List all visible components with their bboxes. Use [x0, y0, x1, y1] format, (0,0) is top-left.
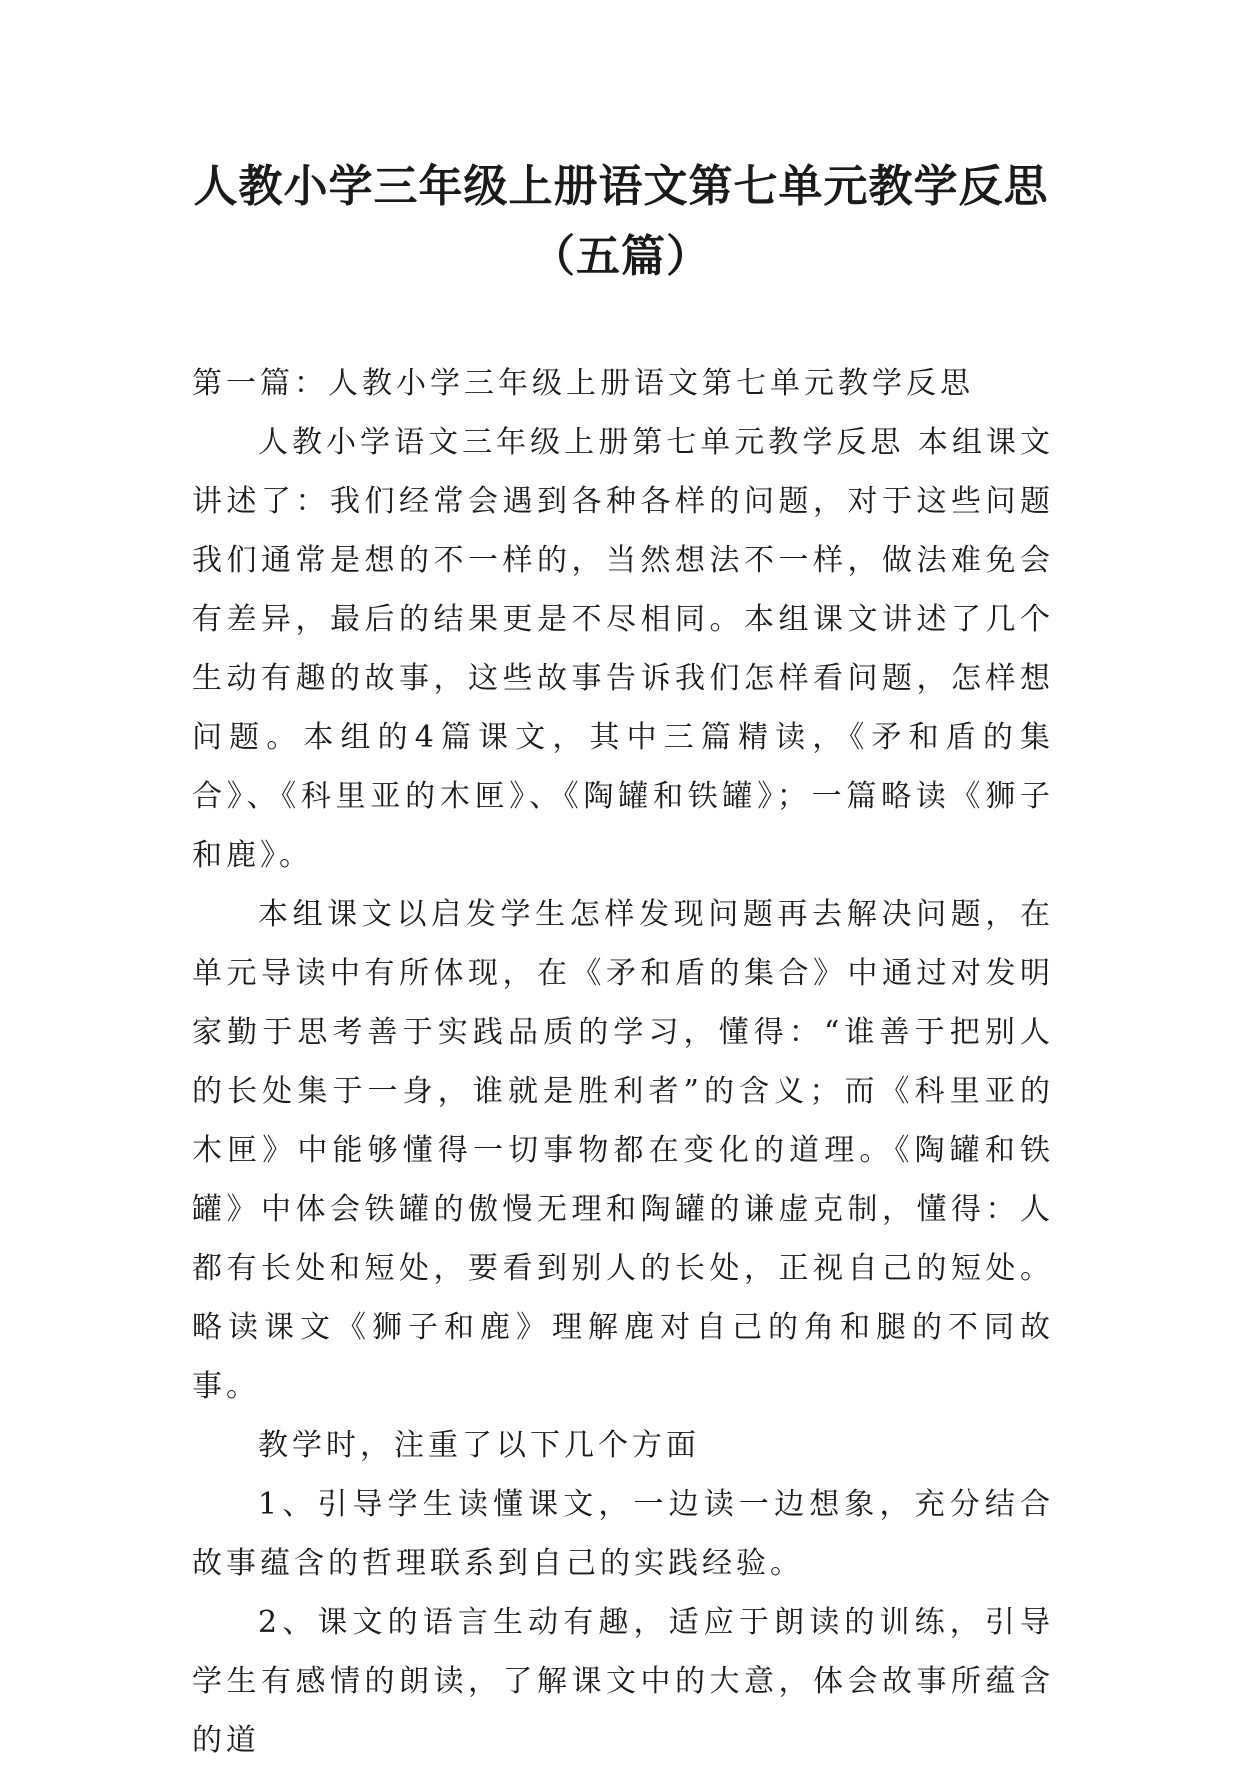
document-body	[192, 354, 1054, 1770]
paragraph: 教学时，注重了以下几个方面	[258, 1428, 700, 1463]
paragraph: 1、引导学生读懂课文，一边读一边想象，充分结合故事蕴含的哲理联系到自己的实践经验。	[192, 1487, 1054, 1581]
document-title: 人教小学三年级上册语文第七单元教学反思（五篇）	[193, 161, 1049, 282]
section-heading: 第一篇：人教小学三年级上册语文第七单元教学反思	[192, 366, 974, 401]
paragraph: 人教小学语文三年级上册第七单元教学反思 本组课文讲述了：我们经常会遇到各种各样的问题，对于这些问题我们通常是想的不一样的，当然想法不一样，做法难免会有差异，最后的结果更是不尽相同。本组课文讲述了几个生动有趣的故事，这些故事告诉我们怎样看问题，怎样想问题。本组的4篇课文，其中三篇精读，《矛和盾的集合》、《科里亚的木匣》、《陶罐和铁罐》；一篇略读《狮子和鹿》。	[192, 425, 1054, 873]
paragraph: 2、课文的语言生动有趣，适应于朗读的训练，引导学生有感情的朗读，了解课文中的大意，体会故事所蕴含的道	[192, 1605, 1054, 1758]
paragraph: 本组课文以启发学生怎样发现问题再去解决问题，在单元导读中有所体现，在《矛和盾的集合》中通过对发明家勤于思考善于实践品质的学习，懂得：“谁善于把别人的长处集于一身，谁就是胜利者”的含义；而《科里亚的木匣》中能够懂得一切事物都在变化的道理。《陶罐和铁罐》中体会铁罐的傲慢无理和陶罐的谦虚克制，懂得：人都有长处和短处，要看到别人的长处，正视自己的短处。略读课文《狮子和鹿》理解鹿对自己的角和腿的不同故事。	[192, 897, 1054, 1404]
